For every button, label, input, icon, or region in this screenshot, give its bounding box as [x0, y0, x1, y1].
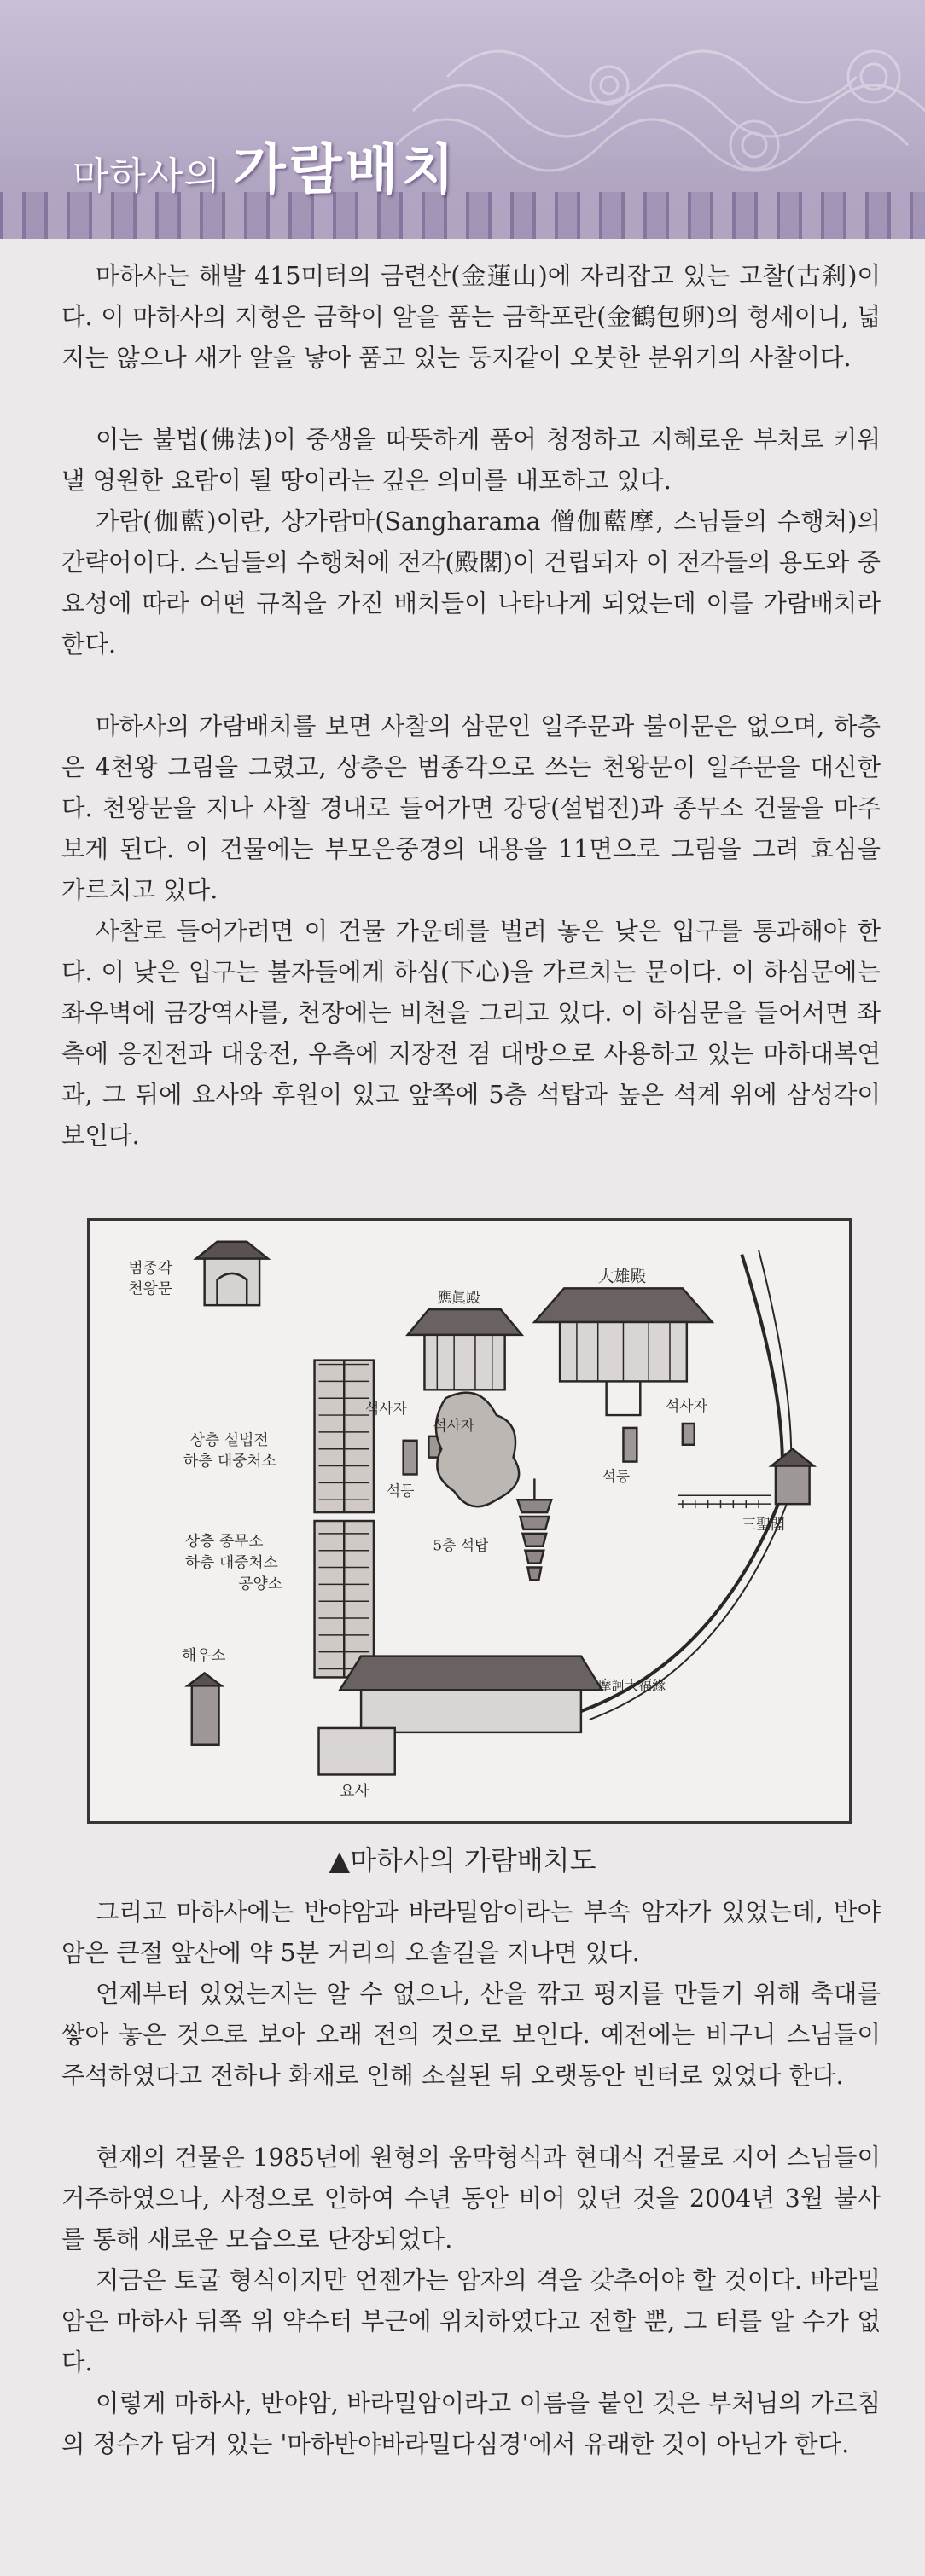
- paragraph-1: 마하사는 해발 415미터의 금련산(金蓮山)에 자리잡고 있는 고찰(古刹)이다. 이 마하사의 지형은 금학이 알을 품는 금학포란(金鶴包卵)의 형세이니, 넓지는 않으나 새가 알을 낳아 품고 있는 둥지같이 오붓한 분위기의 사찰이다.: [61, 262, 881, 372]
- stone-lion-right-shape: [683, 1424, 695, 1445]
- label-daewoong: 大雄殿: [597, 1268, 647, 1286]
- paragraph-7: 언제부터 있었는지는 알 수 없으나, 산을 깎고 평지를 만들기 위해 축대를 쌓아 놓은 것으로 보아 오래 전의 것으로 보인다. 예전에는 비구니 스님들이 주석하였다고 전하나 화재로 인해 소실된 뒤 오랫동안 빈터로 있었다 한다.: [61, 1980, 881, 2090]
- label-bell-gate-1: 범종각: [128, 1259, 173, 1278]
- paragraph-4: 마하사의 가람배치를 보면 사찰의 삼문인 일주문과 불이문은 없으며, 하층은 4천왕 그림을 그렸고, 상층은 범종각으로 쓰는 천왕문이 일주문을 대신한다. 천왕문을 지나 사찰 경내로 들어가면 강당(설법전)과 종무소 건물을 마주보게 된다. 이 건물에는 부모은중경의 내용을 11면으로 그림을 그려 효심을 가르치고 있다.: [61, 712, 881, 904]
- label-hall-lower-1: 상층 종무소: [184, 1532, 264, 1551]
- label-hall-upper-2: 하층 대중처소: [183, 1452, 276, 1471]
- stone-lamp-right-shape: [623, 1428, 637, 1462]
- header-banner: [0, 0, 925, 239]
- label-mahadaebok: 摩訶大福緣: [597, 1677, 666, 1694]
- hall-upper-building: [315, 1361, 374, 1512]
- diagram-caption: ▲마하사의 가람배치도: [329, 1844, 596, 1877]
- yosa-building: [319, 1728, 395, 1775]
- paragraph-3: 가람(伽藍)이란, 상가람마(Sangharama 僧伽藍摩, 스님들의 수행처)의 간략어이다. 스님들의 수행처에 전각(殿閣)이 건립되자 이 전각들의 용도와 중요성에 따라 어떤 규칙을 가진 배치들이 나타나게 되었는데 이를 가람배치라 한다.: [61, 508, 881, 659]
- paragraph-6: 그리고 마하사에는 반야암과 바라밀암이라는 부속 암자가 있었는데, 반야암은 큰절 앞산에 약 5분 거리의 오솔길을 지나면 있다.: [61, 1898, 881, 1967]
- samseong-pavilion-building: [771, 1449, 814, 1504]
- label-bell-gate-2: 천왕문: [128, 1279, 173, 1298]
- bell-gate-building: [196, 1242, 268, 1305]
- temple-layout-diagram: [87, 1218, 852, 1824]
- stone-steps-shape: [678, 1495, 771, 1508]
- title-big: 가람배치: [233, 139, 458, 202]
- mahadaebok-building: [340, 1656, 602, 1732]
- label-haeuso: 해우소: [181, 1646, 226, 1665]
- hall-lower-building: [315, 1521, 374, 1677]
- title-small: 마하사의: [73, 154, 222, 198]
- daewoong-hall-building: [534, 1288, 712, 1415]
- paragraph-8: 현재의 건물은 1985년에 원형의 움막형식과 현대식 건물로 지어 스님들이 거주하였으나, 사정으로 인하여 수년 동안 비어 있던 것을 2004년 3월 불사를 통해 새로운 모습으로 단장되었다.: [61, 2144, 881, 2254]
- label-samseong: 三聖閣: [742, 1515, 785, 1533]
- paragraph-9: 지금은 토굴 형식이지만 언젠가는 암자의 격을 갖추어야 할 것이다. 바라밀암은 마하사 뒤쪽 위 약수터 부근에 위치하였다고 전할 뿐, 그 터를 알 수가 없다.: [61, 2266, 881, 2376]
- five-story-pagoda-shape: [518, 1478, 552, 1580]
- label-lamp-left: 석등: [386, 1482, 415, 1500]
- label-hall-lower-3: 공양소: [238, 1575, 282, 1593]
- label-pagoda: 5층 석탑: [433, 1536, 489, 1554]
- paragraph-5: 사찰로 들어가려면 이 건물 가운데를 벌려 놓은 낮은 입구를 통과해야 한다. 이 낮은 입구는 불자들에게 하심(下心)을 가르치는 문이다. 이 하심문에는 좌우벽에 금강역사를, 천장에는 비천을 그리고 있다. 이 하심문을 들어서면 좌측에 응진전과 대웅전, 우측에 지장전 겸 대방으로 사용하고 있는 마하대복연과, 그 뒤에 요사와 후원이 있고 앞쪽에 5층 석탑과 높은 석계 위에 삼성각이 보인다.: [61, 917, 881, 1150]
- paragraph-10: 이렇게 마하사, 반야암, 바라밀암이라고 이름을 붙인 것은 부처님의 가르침의 정수가 담겨 있는 '마하반야바라밀다심경'에서 유래한 것이 아닌가 한다.: [61, 2389, 881, 2458]
- label-lamp-right: 석등: [602, 1467, 631, 1485]
- label-hall-lower-2: 하층 대중처소: [184, 1553, 278, 1572]
- wave-pattern-icon: [396, 17, 925, 188]
- label-hall-upper-1: 상층 설법전: [189, 1430, 269, 1449]
- label-eungjin: 應眞殿: [437, 1289, 480, 1307]
- haeuso-building: [188, 1673, 222, 1744]
- diagram-svg: [90, 1221, 849, 1821]
- stone-lamp-left-shape: [404, 1441, 417, 1475]
- eungjin-hall-building: [408, 1309, 522, 1390]
- page-title: [73, 126, 457, 205]
- label-lion-right: 석사자: [666, 1397, 707, 1415]
- paragraph-2: 이는 불법(佛法)이 중생을 따뜻하게 품어 청정하고 지혜로운 부처로 키워낼 영원한 요람이 될 땅이라는 깊은 의미를 내포하고 있다.: [61, 426, 881, 495]
- tree-cluster-shape: [436, 1393, 519, 1507]
- label-lion-mid: 석사자: [433, 1416, 475, 1434]
- label-lion-left: 석사자: [365, 1400, 407, 1418]
- label-yosa: 요사: [340, 1782, 369, 1801]
